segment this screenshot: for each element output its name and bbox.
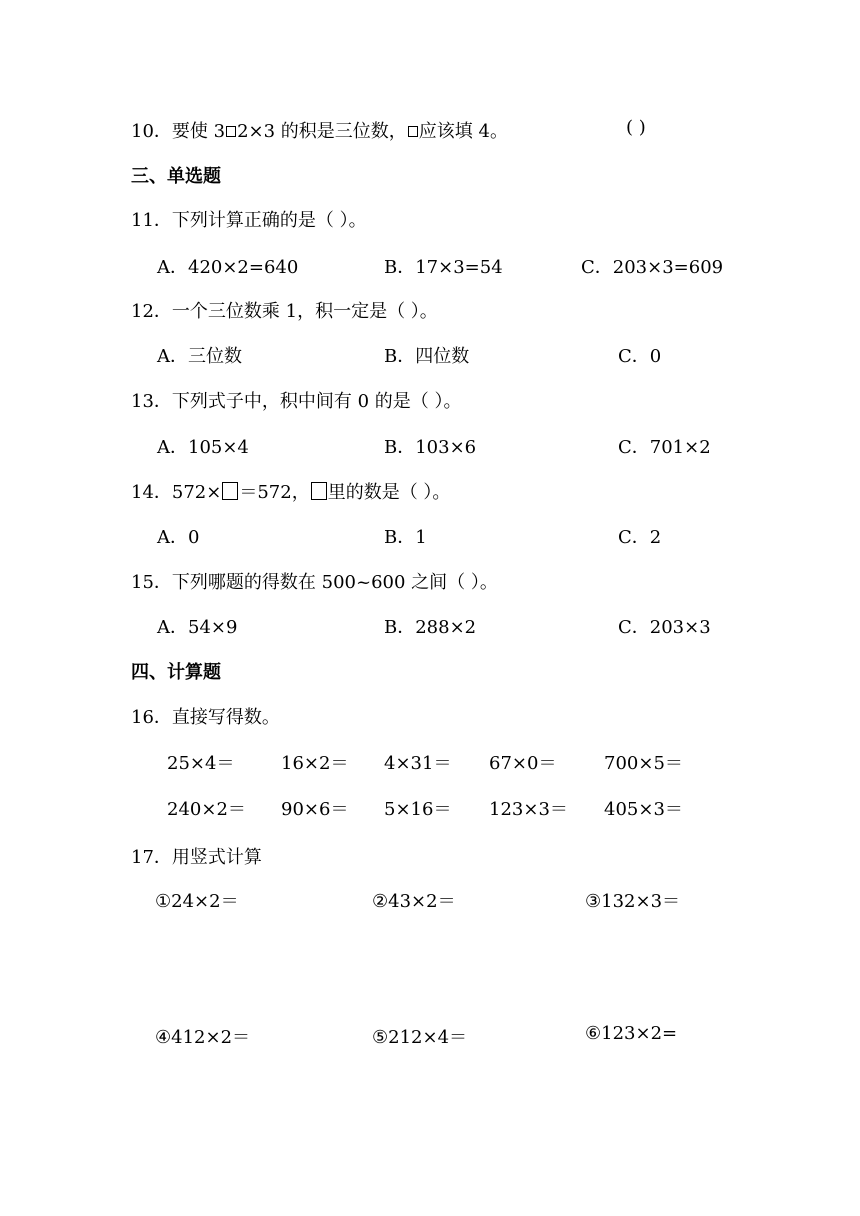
q16-item: 700×5＝ — [604, 753, 683, 774]
q16-item: 25×4＝ — [167, 753, 235, 774]
q13-option-b: B．103×6 — [384, 437, 477, 458]
q16-item: 405×3＝ — [604, 799, 683, 820]
question-16: 16．直接写得数。 — [131, 707, 280, 728]
q11-option-c: C．203×3=609 — [581, 257, 724, 278]
q15-option-b: B．288×2 — [384, 617, 477, 638]
q17-item: ⑤212×4＝ — [372, 1027, 468, 1048]
q17-item: ③132×3＝ — [585, 891, 681, 912]
question-17: 17．用竖式计算 — [131, 847, 262, 868]
q15-option-c: C．203×3 — [618, 617, 711, 638]
blank-square-icon — [226, 126, 236, 137]
q16-item: 90×6＝ — [281, 799, 349, 820]
q14-option-a: A．0 — [157, 527, 200, 548]
question-12: 12．一个三位数乘 1，积一定是（ ）。 — [131, 301, 438, 322]
q14-option-c: C．2 — [618, 527, 662, 548]
question-10 — [131, 117, 508, 143]
q17-item: ④412×2＝ — [155, 1027, 251, 1048]
q17-item: ②43×2＝ — [372, 891, 456, 912]
question-14 — [131, 478, 450, 504]
q12-option-c: C．0 — [618, 346, 662, 367]
question-11: 11．下列计算正确的是（ ）。 — [131, 210, 367, 231]
q16-item: 67×0＝ — [489, 753, 557, 774]
q10-text-part1: 10．要使 3 — [131, 121, 226, 142]
q16-item: 5×16＝ — [384, 799, 452, 820]
q15-option-a: A．54×9 — [157, 617, 238, 638]
blank-box-icon — [222, 482, 238, 500]
q14-text-part1: 14．572× — [131, 482, 222, 503]
blank-square-icon — [408, 126, 418, 137]
q14-option-b: B．1 — [384, 527, 427, 548]
q16-item: 240×2＝ — [167, 799, 246, 820]
q12-option-a: A．三位数 — [157, 346, 242, 367]
q14-text-part3: 里的数是（ ）。 — [327, 482, 451, 503]
q10-text-part2: 2×3 的积是三位数， — [237, 121, 407, 142]
question-13: 13．下列式子中，积中间有 0 的是（ ）。 — [131, 391, 462, 412]
q13-option-c: C．701×2 — [618, 437, 711, 458]
section-heading-single-choice: 三、单选题 — [131, 166, 221, 187]
q10-text-part3: 应该填 4。 — [418, 121, 508, 142]
q10-answer-paren: ( ) — [626, 117, 646, 138]
q17-item: ①24×2＝ — [155, 891, 239, 912]
question-15: 15．下列哪题的得数在 500~600 之间（ ）。 — [131, 572, 498, 593]
q16-item: 16×2＝ — [281, 753, 349, 774]
blank-box-icon — [311, 482, 327, 500]
q11-option-a: A．420×2=640 — [157, 257, 299, 278]
q13-option-a: A．105×4 — [157, 437, 249, 458]
section-heading-calculation: 四、计算题 — [131, 662, 221, 683]
q17-item: ⑥123×2= — [585, 1023, 678, 1044]
q16-item: 123×3＝ — [489, 799, 568, 820]
q12-option-b: B．四位数 — [384, 346, 470, 367]
q16-item: 4×31＝ — [384, 753, 452, 774]
q14-text-part2: ＝572， — [239, 482, 310, 503]
q11-option-b: B．17×3=54 — [384, 257, 503, 278]
